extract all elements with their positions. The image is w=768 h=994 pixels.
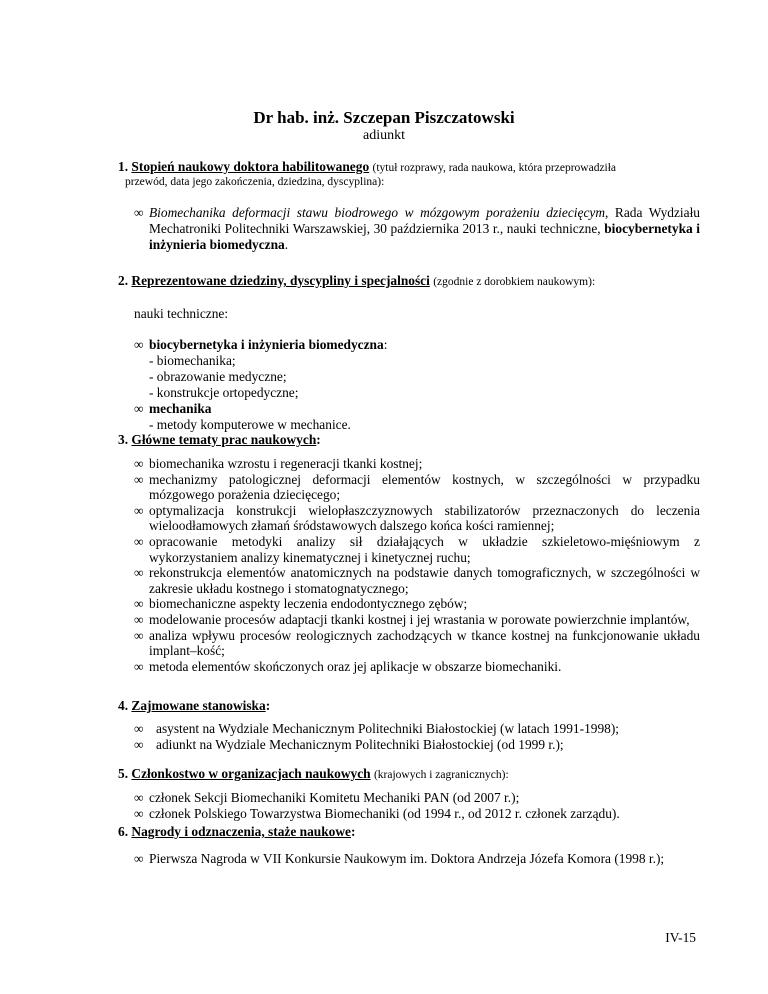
section-number: 3.	[118, 432, 129, 447]
section-6-heading	[118, 823, 698, 840]
section-colon: :	[316, 432, 321, 447]
thesis-title: Biomechanika deformacji stawu biodrowego w mózgowym porażeniu dziecięcym	[149, 205, 606, 220]
list-item-text: optymalizacja konstrukcji wielopłaszczyznowych stabilizatorów przeznaczonych do leczenia wieloodłamowych złamań śródstawowych dalszego końca kości ramiennej;	[149, 502, 700, 534]
page-title: Dr hab. inż. Szczepan Piszczatowski	[253, 108, 515, 127]
section-5-heading	[118, 765, 698, 784]
group-title: biocybernetyka i inżynieria biomedyczna	[149, 337, 384, 352]
list-item	[134, 612, 700, 628]
bullet-icon: ∞	[134, 205, 144, 220]
bullet-icon: ∞	[134, 805, 144, 821]
section-note: (zgodnie z dorobkiem naukowym):	[433, 276, 596, 288]
list-item	[134, 503, 700, 534]
section-4-list	[134, 721, 700, 752]
group-title: mechanika	[149, 401, 212, 416]
list-item	[134, 205, 700, 253]
list-item	[134, 790, 700, 806]
list-item	[134, 456, 700, 472]
section-3-list	[134, 456, 700, 674]
section-number: 2.	[118, 273, 129, 288]
bullet-icon: ∞	[134, 471, 144, 487]
bullet-icon: ∞	[134, 627, 144, 643]
list-item	[134, 337, 700, 401]
list-item	[134, 472, 700, 503]
list-item	[134, 851, 700, 867]
bullet-icon: ∞	[134, 658, 144, 674]
bullet-icon: ∞	[134, 502, 144, 518]
list-item	[134, 596, 700, 612]
bullet-icon: ∞	[134, 736, 144, 752]
section-colon: :	[265, 698, 271, 713]
list-item	[134, 628, 700, 659]
section-number: 1.	[118, 159, 129, 174]
page-number: IV-15	[665, 930, 696, 945]
list-item-text: asystent na Wydziale Mechanicznym Politechniki Białostockiej (w latach 1991-1998);	[156, 721, 620, 736]
bullet-icon: ∞	[134, 533, 144, 549]
list-item-text: biomechanika wzrostu i regeneracji tkanki kostnej;	[149, 456, 423, 471]
section-title: Stopień naukowy doktora habilitowanego	[131, 159, 370, 174]
list-item-text: analiza wpływu procesów reologicznych zachodzących w tkance kostnej na funkcjonowanie układu implant–kość;	[149, 627, 700, 659]
list-item-text: opracowanie metodyki analizy sił działających w układzie szkieletowo-mięśniowym z wykorzystaniem analizy kinematycznej i kinetycznej ruchu;	[149, 533, 700, 565]
section-5-list	[134, 790, 700, 821]
list-item-text: metoda elementów skończonych oraz jej aplikacje w obszarze biomechaniki.	[149, 658, 562, 674]
section-number: 5.	[118, 766, 129, 781]
list-item	[134, 565, 700, 596]
bullet-icon: ∞	[134, 721, 144, 736]
list-item	[134, 401, 700, 433]
section-title: Członkostwo w organizacjach naukowych	[131, 766, 371, 781]
section-4-heading	[118, 697, 698, 714]
section-title: Główne tematy prac naukowych	[131, 432, 317, 447]
section-title: Zajmowane stanowiska	[131, 698, 266, 713]
section-3-heading	[118, 431, 698, 448]
list-item-text: biomechaniczne aspekty leczenia endodontycznego zębów;	[149, 596, 468, 612]
subitem: - konstrukcje ortopedyczne;	[149, 385, 299, 400]
bullet-icon: ∞	[134, 401, 144, 416]
bullet-icon: ∞	[134, 611, 144, 627]
list-item-text: adiunkt na Wydziale Mechanicznym Politechniki Białostockiej (od 1999 r.);	[156, 736, 564, 752]
thesis-discipline: biocybernetyka i inżynieria biomedyczna	[149, 221, 700, 252]
section-2-heading	[118, 272, 698, 291]
subitem: - biomechanika;	[149, 353, 236, 368]
section-2-list	[134, 337, 700, 433]
section-1-list	[134, 205, 700, 253]
list-item-text: rekonstrukcja elementów anatomicznych na podstawie danych tomograficznych, w szczególności w zakresie układu kostnego i stomatognatycznego;	[149, 565, 700, 596]
bullet-icon: ∞	[134, 851, 144, 866]
list-item-text: mechanizmy patologicznej deformacji elementów kostnych, w szczególności w przypadku mózgowego porażenia dziecięcego;	[149, 471, 700, 503]
section-title: Reprezentowane dziedziny, dyscypliny i specjalności	[131, 273, 430, 288]
section-number: 6.	[118, 824, 129, 839]
bullet-icon: ∞	[134, 456, 144, 471]
section-title: Nagrody i odznaczenia, staże naukowe	[131, 824, 351, 839]
bullet-icon: ∞	[134, 565, 144, 581]
list-item	[134, 737, 700, 753]
page-subtitle: adiunkt	[363, 128, 405, 143]
list-item	[134, 721, 700, 737]
subitem: - obrazowanie medyczne;	[149, 369, 287, 384]
bullet-icon: ∞	[134, 337, 144, 352]
section-note: (krajowych i zagranicznych):	[373, 769, 509, 781]
section-colon: :	[351, 824, 356, 839]
subitem: - metody komputerowe w mechanice.	[149, 417, 351, 432]
section-note: (tytuł rozprawy, rada naukowa, która przeprowadziła	[372, 162, 617, 174]
bullet-icon: ∞	[134, 596, 144, 612]
thesis-end: .	[284, 237, 289, 252]
list-item	[134, 534, 700, 565]
list-item-text: członek Sekcji Biomechaniki Komitetu Mechaniki PAN (od 2007 r.);	[149, 790, 520, 805]
list-item	[134, 659, 700, 675]
list-item-text: Pierwsza Nagroda w VII Konkursie Naukowym im. Doktora Andrzeja Józefa Komora (1998 r.);	[149, 851, 665, 866]
section-1-note-continued: przewód, data jego zakończenia, dziedzina, dyscyplina):	[125, 176, 385, 188]
field-label: nauki techniczne:	[134, 306, 229, 321]
bullet-icon: ∞	[134, 790, 144, 805]
group-colon: :	[383, 337, 388, 352]
list-item	[134, 806, 700, 822]
thesis-details: , Rada Wydziału Mechatroniki Politechniki Warszawskiej, 30 października 2013 r., nauki techniczne,	[149, 205, 701, 236]
section-number: 4.	[118, 698, 129, 713]
section-6-list	[134, 851, 700, 867]
list-item-text: członek Polskiego Towarzystwa Biomechaniki (od 1994 r., od 2012 r. członek zarządu).	[149, 805, 620, 821]
list-item-text: modelowanie procesów adaptacji tkanki kostnej i jej wrastania w porowate powierzchnie implantów,	[149, 611, 690, 627]
